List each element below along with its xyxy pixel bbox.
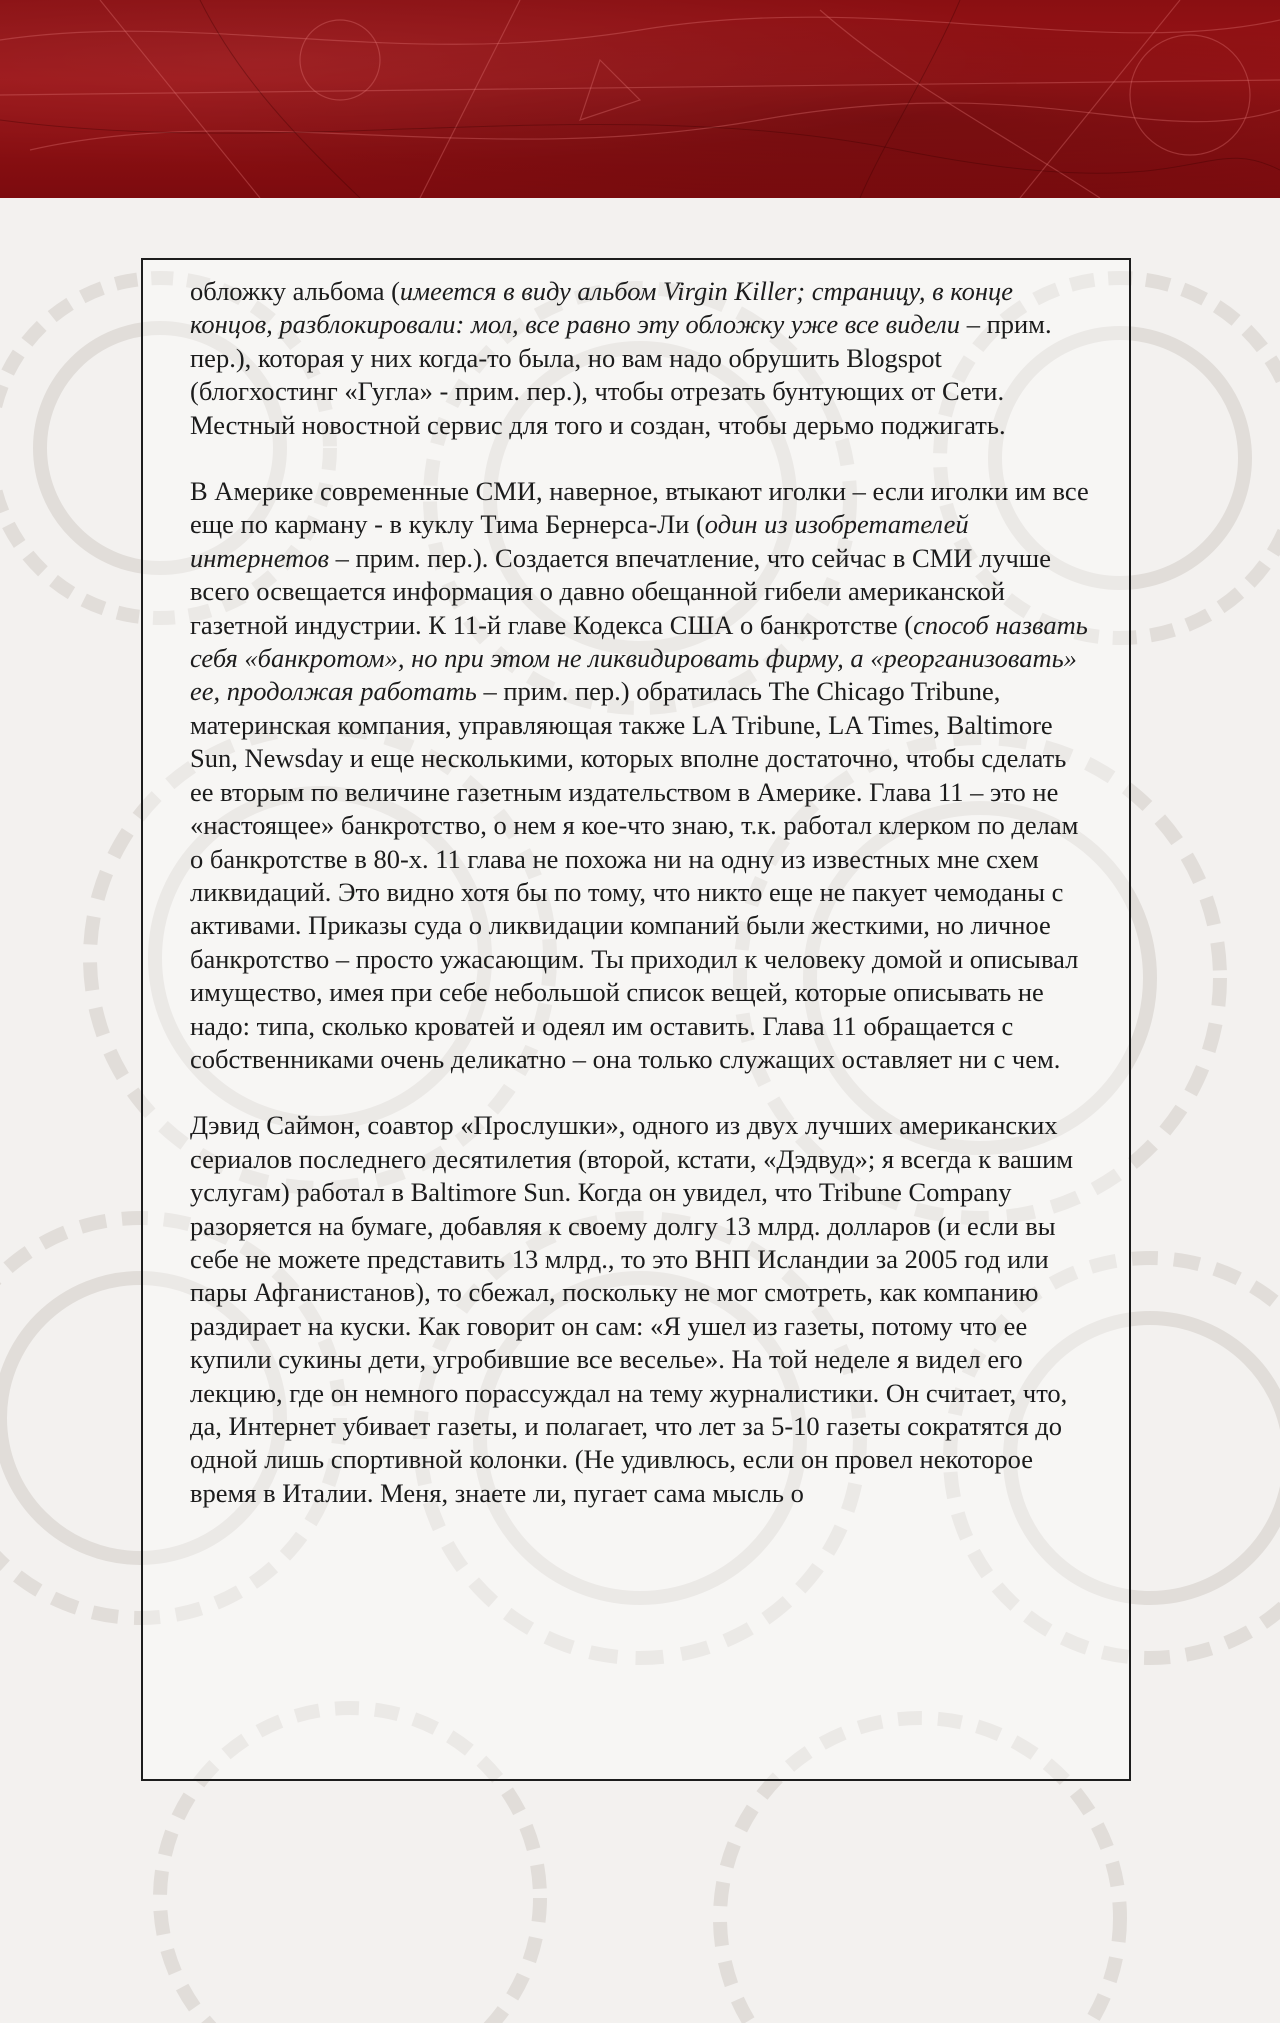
text-segment: обложку альбома (	[190, 276, 400, 306]
scratch-texture	[0, 0, 1280, 198]
paragraph	[190, 475, 1090, 1076]
italic-note: способ назвать себя «банкротом», но при этом не ликвидировать фирму, а «реорганизовать» ее, продолжая работать	[190, 609, 1088, 707]
paragraph	[190, 1109, 1090, 1510]
italic-note: имеется в виду альбом Virgin Killer; страницу, в концe концов, разблокировали: мол, все равно эту обложку уже все видели	[190, 276, 1014, 340]
text-segment: – прим. пер.). Создается впечатление, что сейчас в СМИ лучше всего освещается информация о давно обещанной гибели американской газетной индустрии. К 11-й главе Кодекса США о банкротстве (	[190, 542, 1051, 640]
text-segment: – прим. пер.) обратилась The Chicago Tribune, материнская компания, управляющая также LA Tribune, LA Times, Baltimore Sun, Newsday и еще несколькими, которых вполне достаточно, чтобы сделать ее вторым по величине газетным издательством в Америке. Глава 11 – это не «настоящее» банкротство, о нем я кое-что знаю, т.к. работал клерком по делам о банкротстве в 80-х. 11 глава не похожа ни на одну из известных мне схем ликвидаций. Это видно хотя бы по тому, что никто еще не пакует чемоданы с активами. Приказы суда о ликвидации компаний были жесткими, но личное банкротство – просто ужасающим. Ты приходил к человеку домой и описывал имущество, имея при себе небольшой список вещей, которые описывать не надо: типа, сколько кроватей и одеял им оставить. Глава 11 обращается с собственниками очень деликатно – она только служащих оставляет ни с чем.	[190, 676, 1079, 1074]
text-segment: Дэвид Саймон, соавтор «Прослушки», одного из двух лучших американских сериалов последнего десятилетия (второй, кстати, «Дэдвуд»; я всегда к вашим услугам) работал в Baltimore Sun. Когда он увидел, что Tribune Company разоряется на бумаге, добавляя к своему долгу 13 млрд. долларов (и если вы себе не можете представить 13 млрд., то это ВНП Исландии за 2005 год или пары Афганистанов), то сбежал, поскольку не мог смотреть, как компанию раздирает на куски. Как говорит он сам: «Я ушел из газеты, потому что ее купили сукины дети, угробившие все веселье». На той неделе я видел его лекцию, где он немного порассуждал на тему журналистики. Он считает, что, да, Интернет убивает газеты, и полагает, что лет за 5-10 газеты сократятся до одной лишь спортивной колонки. (Не удивлюсь, если он провел некоторое время в Италии. Меня, знаете ли, пугает сама мысль о	[190, 1110, 1074, 1508]
italic-note: один из изобретателей интернетов	[190, 509, 969, 573]
text-segment: В Америке современные СМИ, наверное, втыкают иголки – если иголки им все еще по карману - в куклу Тима Бернерса-Ли (	[190, 476, 1089, 540]
red-header-band	[0, 0, 1280, 198]
text-segment: – прим. пер.), которая у них когда-то была, но вам надо обрушить Blogspot (блогхостинг «Гугла» - прим. пер.), чтобы отрезать бунтующих от Сети. Местный новостной сервис для того и создан, чтобы дерьмо поджигать.	[190, 309, 1052, 440]
paragraph	[190, 275, 1090, 442]
article-body	[190, 275, 1090, 1543]
